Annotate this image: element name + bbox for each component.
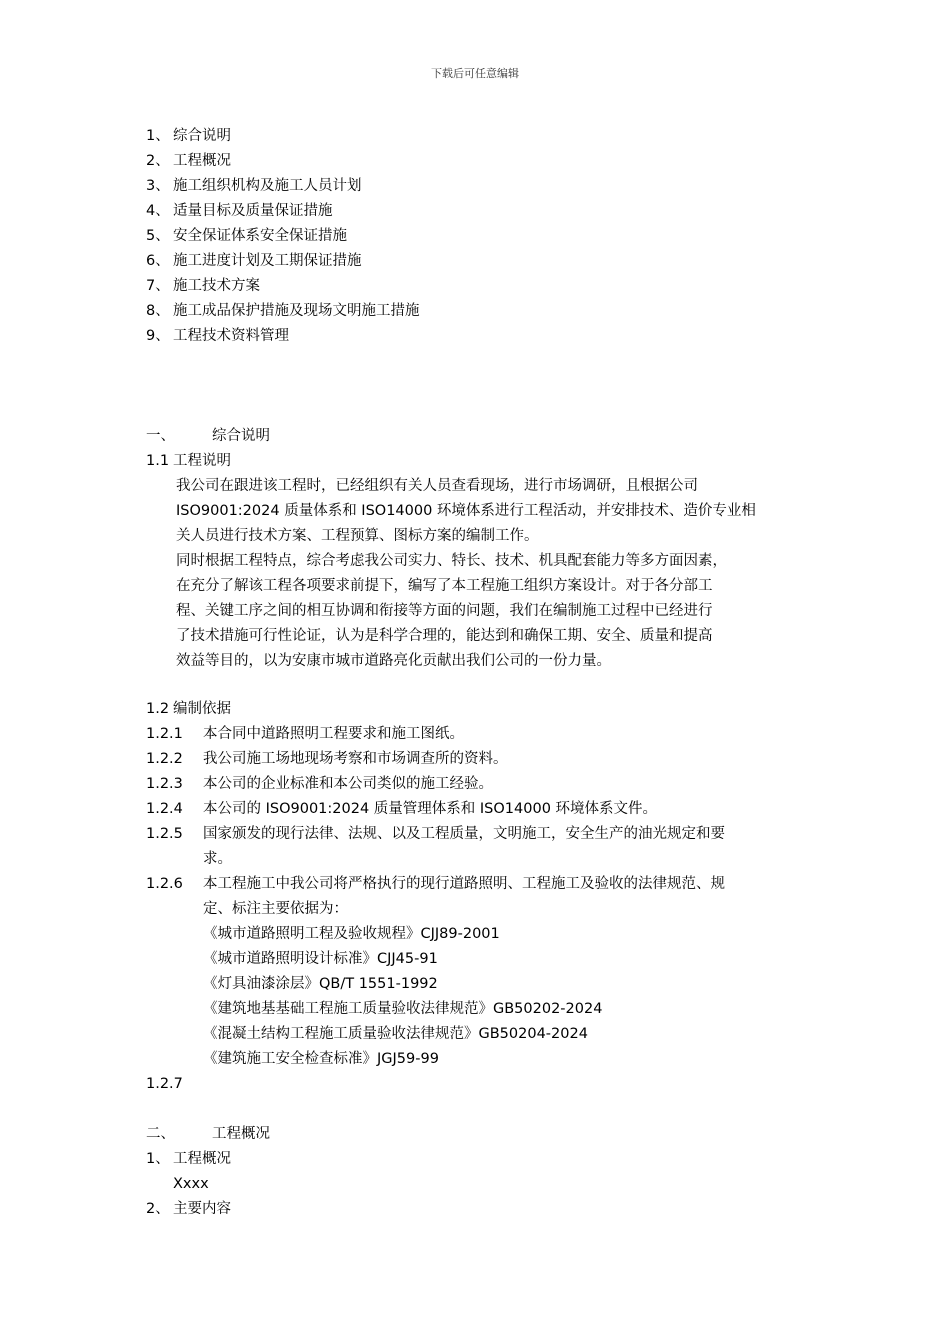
toc-num: 2、 (146, 153, 170, 169)
basis-item (146, 799, 657, 819)
standard-reference: 《建筑地基基础工程施工质量验收法律规范》GB50202-2024 (203, 1001, 603, 1017)
toc-text: 工程概况 (173, 153, 231, 169)
paragraph-line: 程、关键工序之间的相互协调和衔接等方面的问题，我们在编制施工过程中已经进行 (176, 603, 713, 619)
item-number: 1.2.5 (146, 826, 183, 842)
paragraph-line: 关人员进行技术方案、工程预算、图标方案的编制工作。 (176, 528, 539, 544)
subsection-number: 1.1 (146, 453, 170, 469)
item-text: 本工程施工中我公司将严格执行的现行道路照明、工程施工及验收的法律规范、规 (203, 876, 725, 892)
subsection-1-2-heading (146, 699, 231, 719)
item-text: 本公司的 ISO9001:2024 质量管理体系和 ISO14000 环境体系文件。 (203, 801, 658, 817)
basis-item-continuation: 求。 (203, 851, 232, 867)
toc-item (146, 176, 362, 196)
standard-reference: 《城市道路照明工程及验收规程》CJJ89-2001 (203, 926, 500, 942)
subsection-number: 1、 (146, 1151, 170, 1167)
toc-num: 7、 (146, 278, 170, 294)
paragraph-line: 效益等目的，以为安康市城市道路亮化贡献出我们公司的一份力量。 (176, 653, 611, 669)
toc-text: 施工组织机构及施工人员计划 (173, 178, 362, 194)
section-title: 综合说明 (212, 428, 270, 444)
item-number: 1.2.3 (146, 776, 183, 792)
basis-item-empty: 1.2.7 (146, 1076, 183, 1092)
subsection-title: 编制依据 (173, 701, 231, 717)
toc-item (146, 226, 347, 246)
toc-item (146, 326, 289, 346)
toc-item (146, 151, 231, 171)
paragraph-line: 在充分了解该工程各项要求前提下，编写了本工程施工组织方案设计。对于各分部工 (176, 578, 713, 594)
item-number: 1.2.4 (146, 801, 183, 817)
subsection-title: 工程概况 (173, 1151, 231, 1167)
subsection-title: 主要内容 (173, 1201, 231, 1217)
subsection-body: Xxxx (173, 1176, 209, 1192)
toc-text: 综合说明 (173, 128, 231, 144)
paragraph-2 (176, 549, 727, 674)
item-text: 国家颁发的现行法律、法规、以及工程质量，文明施工，安全生产的油光规定和要 (203, 826, 725, 842)
toc-num: 6、 (146, 253, 170, 269)
standard-reference: 《灯具油漆涂层》QB/T 1551-1992 (203, 976, 438, 992)
toc-item (146, 301, 420, 321)
subsection-heading (146, 1199, 231, 1219)
toc-num: 8、 (146, 303, 170, 319)
basis-item (146, 774, 493, 794)
paragraph-line: 同时根据工程特点，综合考虑我公司实力、特长、技术、机具配套能力等多方面因素， (176, 553, 727, 569)
toc-text: 适量目标及质量保证措施 (173, 203, 333, 219)
subsection-heading (146, 1149, 231, 1169)
section-1-heading (146, 426, 270, 446)
basis-item (146, 824, 725, 844)
page-header: 下载后可任意编辑 (431, 67, 519, 80)
paragraph-1 (176, 474, 756, 549)
toc-num: 3、 (146, 178, 170, 194)
paragraph-line: ISO9001:2024 质量体系和 ISO14000 环境体系进行工程活动，并安排技术、造价专业相 (176, 503, 756, 519)
toc-item (146, 251, 362, 271)
section-number: 二、 (146, 1126, 175, 1142)
basis-item (146, 749, 508, 769)
toc-item (146, 201, 333, 221)
toc-num: 9、 (146, 328, 170, 344)
toc-num: 1、 (146, 128, 170, 144)
paragraph-line: 了技术措施可行性论证，认为是科学合理的，能达到和确保工期、安全、质量和提高 (176, 628, 713, 644)
item-number: 1.2.2 (146, 751, 183, 767)
item-number: 1.2.1 (146, 726, 183, 742)
basis-item-continuation: 定、标注主要依据为： (203, 901, 348, 917)
toc-text: 施工成品保护措施及现场文明施工措施 (173, 303, 420, 319)
item-text: 本合同中道路照明工程要求和施工图纸。 (203, 726, 464, 742)
toc-text: 工程技术资料管理 (173, 328, 289, 344)
subsection-number: 1.2 (146, 701, 170, 717)
standard-reference: 《建筑施工安全检查标准》JGJ59-99 (203, 1051, 439, 1067)
basis-item (146, 874, 725, 894)
subsection-title: 工程说明 (173, 453, 231, 469)
toc-item (146, 126, 231, 146)
item-text: 我公司施工场地现场考察和市场调查所的资料。 (203, 751, 508, 767)
subsection-number: 2、 (146, 1201, 170, 1217)
item-text: 本公司的企业标准和本公司类似的施工经验。 (203, 776, 493, 792)
toc-item (146, 276, 260, 296)
section-2-heading (146, 1124, 270, 1144)
basis-item (146, 724, 464, 744)
toc-num: 5、 (146, 228, 170, 244)
paragraph-line: 我公司在跟进该工程时，已经组织有关人员查看现场，进行市场调研，且根据公司 (176, 478, 698, 494)
toc-text: 施工进度计划及工期保证措施 (173, 253, 362, 269)
toc-text: 安全保证体系安全保证措施 (173, 228, 347, 244)
toc-num: 4、 (146, 203, 170, 219)
subsection-1-1-heading (146, 451, 231, 471)
standard-reference: 《城市道路照明设计标准》CJJ45-91 (203, 951, 438, 967)
section-title: 工程概况 (212, 1126, 270, 1142)
toc-text: 施工技术方案 (173, 278, 260, 294)
item-number: 1.2.6 (146, 876, 183, 892)
standard-reference: 《混凝土结构工程施工质量验收法律规范》GB50204-2024 (203, 1026, 588, 1042)
section-number: 一、 (146, 428, 175, 444)
